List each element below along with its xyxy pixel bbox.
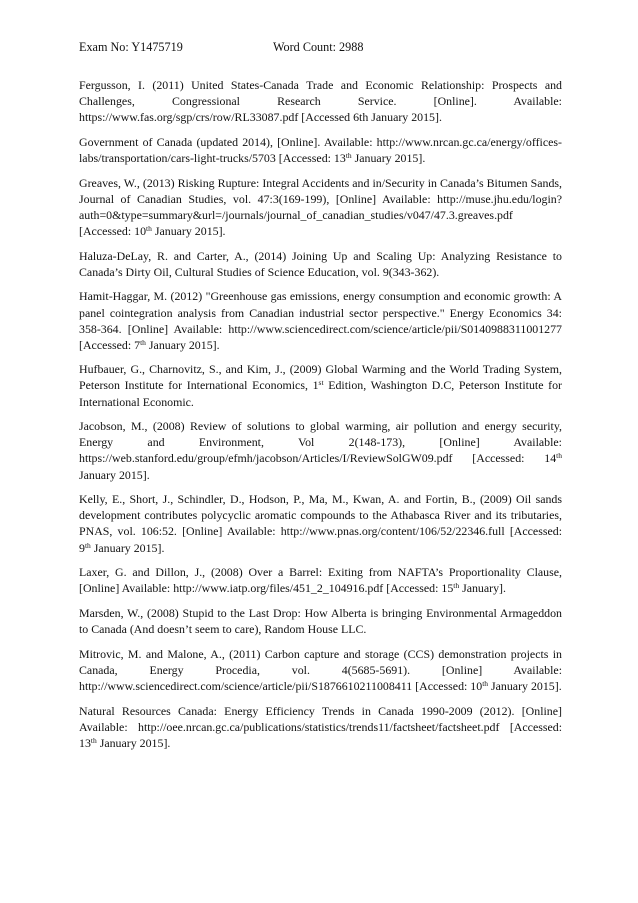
ordinal-suffix: th [453,581,460,591]
word-count: Word Count: 2988 [273,40,364,54]
reference-text: Government of Canada (updated 2014), [Online]. Available: http://www.nrcan.gc.ca/energy/offices-labs/transportation/cars-light-trucks/5703 [Accessed: 13 [79,134,562,165]
reference-text: Haluza-DeLay, R. and Carter, A., (2014) Joining Up and Scaling Up: Analyzing Resistance to Canada’s Dirty Oil, Cultural Studies of Science Education, vol. 9(343-362). [79,248,562,279]
reference-text: Edition, Washington D.C, Peterson Institute for International Economic. [79,378,562,409]
reference-entry [79,77,562,125]
reference-entry [79,248,562,280]
reference-text: January]. [459,581,506,596]
reference-entry [79,288,562,352]
reference-text: January 2015]. [151,223,226,238]
reference-text: January 2015]. [90,540,165,555]
reference-entry [79,491,562,555]
reference-entry [79,175,562,239]
reference-entry [79,703,562,751]
reference-text: Greaves, W., (2013) Risking Rupture: Integral Accidents and in/Security in Canada’s Bitumen Sands, Journal of Canadian Studies, vol. 47:3(169-199), [Online] Available: http://muse.jhu.edu/login?auth=0&type=summary&url=/journals/journal_of_canadian_studies/v047/47.3.greaves.pdf [Accessed: 10 [79,175,562,238]
ordinal-suffix: th [482,678,489,688]
reference-entry [79,418,562,482]
ordinal-suffix: th [84,540,91,550]
reference-entry [79,361,562,409]
page-header [79,39,364,55]
reference-text: Mitrovic, M. and Malone, A., (2011) Carbon capture and storage (CCS) demonstration projects in Canada, Energy Procedia, vol. 4(5685-5691). [Online] Available: http://www.sciencedirect.com/science/article/pii/S1876610211008411 [Accessed: 10 [79,646,562,693]
reference-text: January 2015]. [488,678,562,693]
reference-text: January 2015]. [79,467,150,482]
ordinal-suffix: st [318,378,324,388]
ordinal-suffix: th [140,337,146,347]
ordinal-suffix: th [146,223,152,233]
ordinal-suffix: th [556,451,562,461]
reference-text: Hamit-Haggar, M. (2012) "Greenhouse gas emissions, energy consumption and economic growth: A panel cointegration analysis from Canadian industrial sector perspective." Energy Economics 34: 358-364. [Online] Available: http://www.sciencedirect.com/science/article/pii/S0140988311001277 [Accessed: 7 [79,289,562,352]
reference-text: January 2015]. [96,735,171,750]
reference-text: January 2015]. [145,337,220,352]
ordinal-suffix: th [90,735,97,745]
reference-text: Laxer, G. and Dillon, J., (2008) Over a Barrel: Exiting from NAFTA’s Proportionality Clause, [Online] Available: http://www.iatp.org/files/451_2_104916.pdf [Accessed: 15 [79,565,562,596]
reference-text: Kelly, E., Short, J., Schindler, D., Hodson, P., Ma, M., Kwan, A. and Fortin, B., (2009) Oil sands development contributes polycyclic aromatic compounds to the Athabasca River and its tributaries, PNAS, vol. 106:52. [Online] Available: http://www.pnas.org/content/106/52/22346.full [Accessed: 9 [79,492,562,555]
reference-list [79,77,562,760]
reference-text: Marsden, W., (2008) Stupid to the Last Drop: How Alberta is bringing Environmental Armageddon to Canada (And doesn’t seem to care), Random House LLC. [79,605,562,637]
ordinal-suffix: th [345,150,352,160]
reference-text: Jacobson, M., (2008) Review of solutions to global warming, air pollution and energy security, Energy and Environment, Vol 2(148-173), [Online] Available: https://web.stanford.edu/group/efmh/jacobson/Articles/I/ReviewSolGW09.pdf [Accessed: 14 [79,419,562,466]
reference-entry [79,564,562,596]
reference-entry [79,605,562,637]
reference-text: Hufbauer, G., Charnovitz, S., and Kim, J., (2009) Global Warming and the World Trading System, Peterson Institute for International Economics, 1 [79,362,562,393]
reference-entry [79,646,562,694]
reference-text: Fergusson, I. (2011) United States-Canada Trade and Economic Relationship: Prospects and Challenges, Congressional Research Service. [Online]. Available: https://www.fas.org/sgp/crs/row/RL33087.pdf [Accessed 6th January 2015]. [79,78,562,125]
reference-text: Natural Resources Canada: Energy Efficiency Trends in Canada 1990-2009 (2012). [Online] Available: http://oee.nrcan.gc.ca/publications/statistics/trends11/factsheet/factsheet.pdf [Accessed: 13 [79,703,562,750]
reference-entry [79,134,562,166]
exam-number: Exam No: Y1475719 [79,40,183,54]
reference-text: January 2015]. [351,150,426,165]
